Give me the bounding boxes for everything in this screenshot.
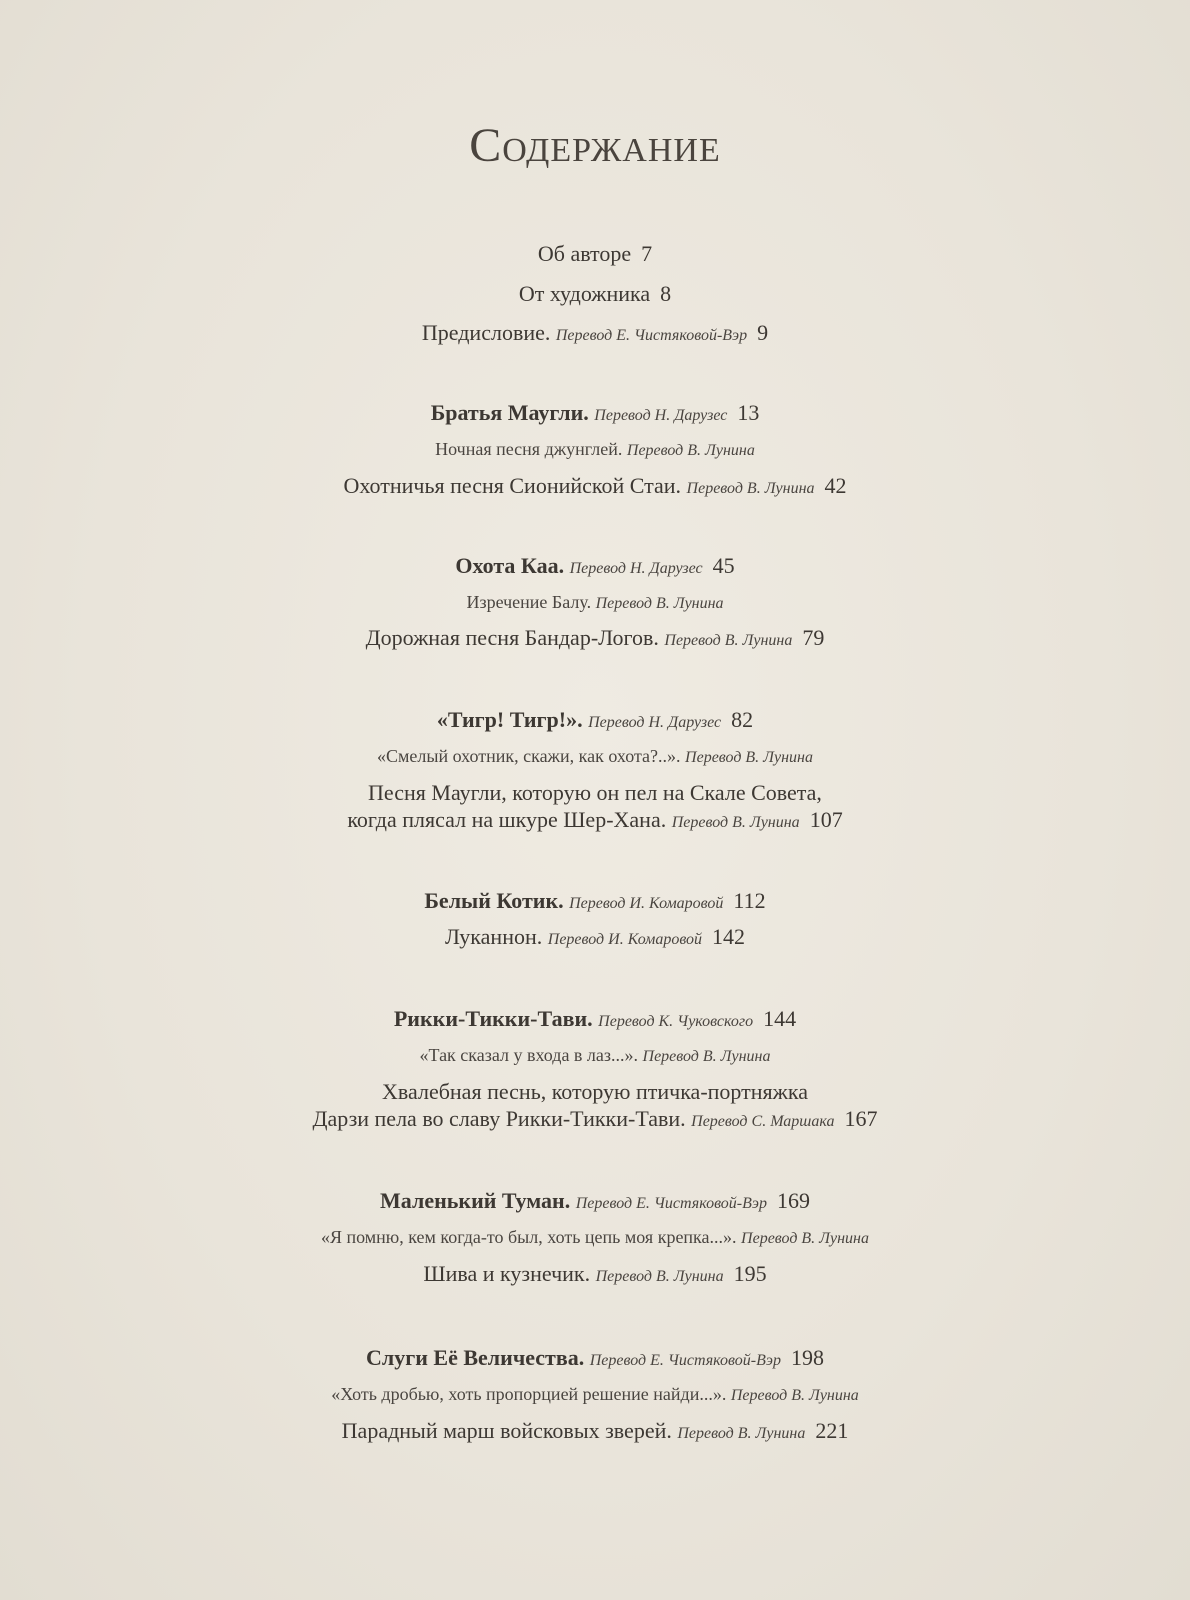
entry-page-number: 13 (737, 400, 760, 425)
entry-translator: Перевод В. Лунина (626, 442, 755, 459)
entry-translator: Перевод В. Лунина (685, 749, 813, 766)
entry-translator: Перевод В. Лунина (671, 814, 800, 831)
toc-entry (0, 439, 1190, 460)
entry-title: «Хоть дробью, хоть пропорцией решение найди...». (331, 1384, 727, 1404)
entry-translator: Перевод В. Лунина (595, 595, 724, 612)
toc-entry (0, 780, 1190, 806)
toc-entry (0, 592, 1190, 613)
entry-title: когда плясал на шкуре Шер-Хана. (347, 807, 667, 832)
entry-translator: Перевод Н. Дарузес (594, 407, 728, 424)
toc-entry (0, 1106, 1190, 1132)
toc-entry (0, 807, 1190, 833)
entry-title: Предисловие. (421, 320, 551, 345)
entry-translator: Перевод В. Лунина (664, 632, 793, 649)
toc-entry (0, 1079, 1190, 1105)
entry-translator: Перевод В. Лунина (595, 1268, 724, 1285)
entry-title: «Я помню, кем когда-то был, хоть цепь моя крепка...». (320, 1227, 737, 1247)
entry-translator: Перевод К. Чуковского (598, 1013, 754, 1030)
entry-title: Песня Маугли, которую он пел на Скале Совета, (368, 780, 822, 805)
entry-title: Шива и кузнечик. (423, 1261, 591, 1286)
toc-entry (0, 1418, 1190, 1444)
entry-page-number: 195 (733, 1261, 767, 1286)
entry-title: Об авторе (537, 241, 632, 266)
entry-title: Маленький Туман. (380, 1188, 571, 1213)
entry-page-number: 82 (731, 707, 754, 732)
toc-entry (0, 553, 1190, 579)
entry-page-number: 144 (763, 1006, 797, 1031)
entry-page-number: 79 (802, 625, 825, 650)
toc-entry (0, 320, 1190, 346)
entry-page-number: 7 (641, 241, 653, 266)
entry-translator: Перевод Е. Чистяковой-Вэр (575, 1195, 767, 1212)
toc-entry (0, 1261, 1190, 1287)
entry-page-number: 45 (712, 553, 735, 578)
entry-page-number: 42 (824, 473, 847, 498)
entry-translator: Перевод В. Лунина (677, 1425, 806, 1442)
entry-title: «Смелый охотник, скажи, как охота?..». (377, 746, 681, 766)
toc-entry (0, 746, 1190, 767)
entry-page-number: 198 (790, 1345, 824, 1370)
toc-entry (0, 400, 1190, 426)
toc-entry (0, 281, 1190, 307)
toc-entry (0, 1227, 1190, 1248)
entry-title: Ночная песня джунглей. (435, 439, 623, 459)
toc-entry (0, 1384, 1190, 1405)
toc-entry (0, 473, 1190, 499)
entry-translator: Перевод И. Комаровой (569, 895, 724, 912)
entry-title: Дорожная песня Бандар-Логов. (365, 625, 659, 650)
entry-title: Изречение Балу. (466, 592, 592, 612)
entry-translator: Перевод Е. Чистяковой-Вэр (589, 1352, 781, 1369)
entry-page-number: 107 (809, 807, 843, 832)
entry-page-number: 167 (844, 1106, 878, 1131)
entry-translator: Перевод Е. Чистяковой-Вэр (555, 327, 748, 344)
toc-entry (0, 625, 1190, 651)
toc-entry (0, 888, 1190, 914)
entry-translator: Перевод В. Лунина (686, 480, 815, 497)
entry-title: Дарзи пела во славу Рикки-Тикки-Тави. (312, 1106, 686, 1131)
entry-page-number: 8 (660, 281, 672, 306)
toc-entry (0, 924, 1190, 950)
entry-title: Братья Маугли. (430, 400, 589, 425)
toc-entry (0, 707, 1190, 733)
entry-title: Хвалебная песнь, которую птичка-портняжка (382, 1079, 808, 1104)
entry-translator: Перевод С. Маршака (691, 1113, 835, 1130)
entry-title: Рикки-Тикки-Тави. (393, 1006, 593, 1031)
toc-entry (0, 1345, 1190, 1371)
entry-translator: Перевод В. Лунина (642, 1048, 771, 1065)
toc-entry (0, 1188, 1190, 1214)
entry-page-number: 169 (776, 1188, 810, 1213)
entry-title: Парадный марш войсковых зверей. (341, 1418, 672, 1443)
entry-page-number: 221 (815, 1418, 849, 1443)
entry-page-number: 112 (733, 888, 766, 913)
entry-title: «Тигр! Тигр!». (436, 707, 583, 732)
entry-title: «Так сказал у входа в лаз...». (419, 1045, 639, 1065)
entry-title: Охотничья песня Сионийской Стаи. (343, 473, 682, 498)
entry-translator: Перевод И. Комаровой (547, 931, 703, 948)
toc-entry (0, 1045, 1190, 1066)
entry-page-number: 142 (712, 924, 746, 949)
entry-title: Белый Котик. (424, 888, 564, 913)
entry-page-number: 9 (757, 320, 769, 345)
entry-title: Луканнон. (444, 924, 543, 949)
toc-entry (0, 241, 1190, 267)
entry-title: Слуги Её Величества. (366, 1345, 585, 1370)
page-title: Содержание (469, 119, 721, 172)
entry-title: От художника (518, 281, 651, 306)
toc-entry (0, 1006, 1190, 1032)
entry-translator: Перевод Н. Дарузес (569, 560, 703, 577)
entry-title: Охота Каа. (455, 553, 565, 578)
entry-translator: Перевод В. Лунина (730, 1387, 859, 1404)
entry-translator: Перевод Н. Дарузес (588, 714, 722, 731)
entry-translator: Перевод В. Лунина (741, 1230, 869, 1247)
